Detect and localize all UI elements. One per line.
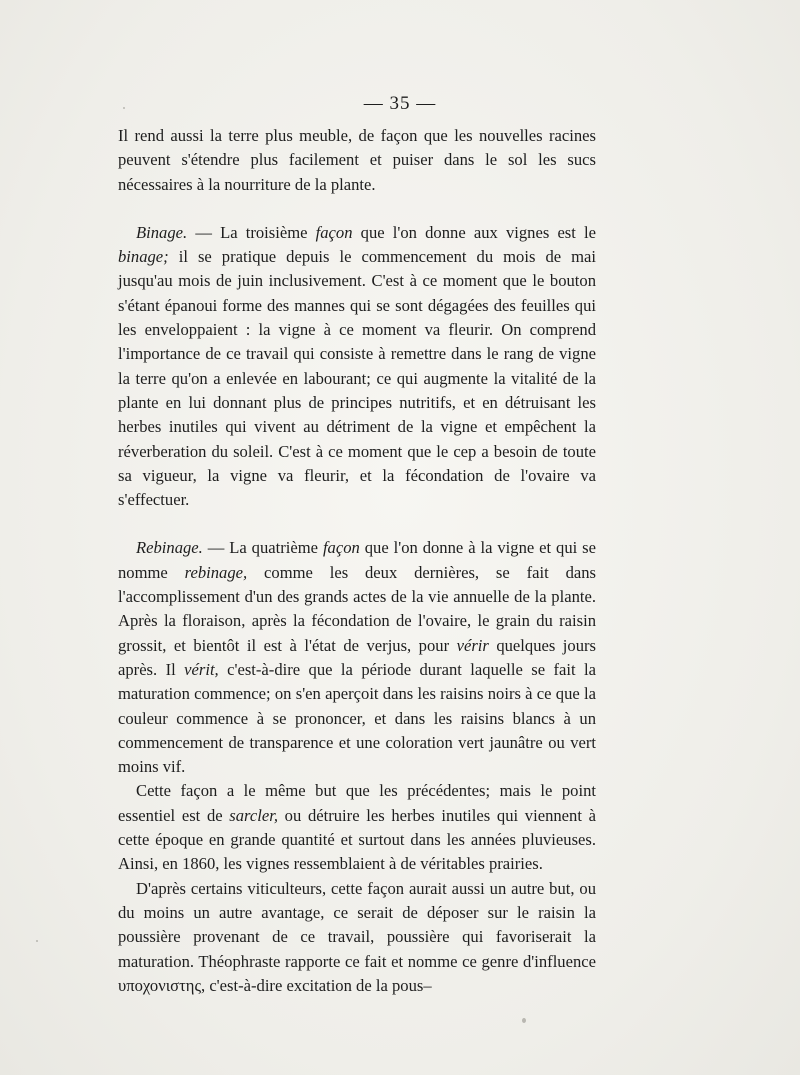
page-number: — 35 — xyxy=(363,93,437,114)
section-title-binage: Binage. xyxy=(136,222,188,242)
paragraph-binage: Binage. — La troisième façon que l'on donne aux vignes est le binage; il se pratique depuis le commencement du mois de mai jusqu'au mois de juin inclusivement. C'est à ce moment que le bouton s'étant épanoui forme des mannes qui se sont dégagées des feuilles qui les enveloppaient : la vigne à ce moment va fleurir. On comprend l'importance de ce travail qui consiste à remettre dans le rang de vigne la terre qu'on a enlevée en labourant; ce qui augmente la vitalité de la plante en lui donnant plus de principes nutritifs, et en détruisant les herbes inutiles qui vivent au détriment de la vigne et empêchent la réverberation du soleil. C'est à ce moment que le cep a besoin de toute sa vigueur, la vigne va fleurir, et la fécondation de l'ovaire va s'effectuer. xyxy=(118,222,597,510)
paragraph-theophraste: D'après certains viticulteurs, cette façon aurait aussi un autre but, ou du moins un autre avantage, ce serait de déposer sur le raisin la poussière provenant de ce travail, poussière qui favoriserait la maturation. Théophraste rapporte ce fait et nomme ce genre d'influence υποχονιστης, c'est-à-dire excitation de la pous– xyxy=(118,878,596,995)
paragraph-sarcler: Cette façon a le même but que les précédentes; mais le point essentiel est de sarcler, ou détruire les herbes inutiles qui viennent à cette époque en grande quantité et surtout dans les années pluvieuses. Ainsi, en 1860, les vignes ressemblaient à de véritables prairies. xyxy=(118,781,596,874)
paper-speck xyxy=(36,940,38,942)
paragraph-1: Il rend aussi la terre plus meuble, de façon que les nouvelles racines peuvent s'étendre plus facilement et puiser dans le sol les sucs nécessaires à la nourriture de la plante. xyxy=(118,126,596,194)
paper-speck xyxy=(123,107,125,109)
paragraph-rebinage: Rebinage. — La quatrième façon que l'on donne à la vigne et qui se nomme rebinage, comme les deux dernières, se fait dans l'accomplissement d'un des grands actes de la vie annuelle de la plante. Après la floraison, après la fécondation de l'ovaire, le grain du raisin grossit, et bientôt il est à l'état de verjus, pour vérir quelques jours après. Il vérit, c'est-à-dire que la période durant laquelle se fait la maturation commence; on s'en aperçoit dans les raisins noirs à ce que la couleur commence à se prononcer, et dans les raisins blancs à un commencement de transparence et une coloration vert jaunâtre ou vert moins vif. xyxy=(118,538,596,777)
section-title-rebinage: Rebinage. xyxy=(136,538,203,558)
body-text xyxy=(118,124,596,998)
paper-speck xyxy=(522,1018,526,1023)
